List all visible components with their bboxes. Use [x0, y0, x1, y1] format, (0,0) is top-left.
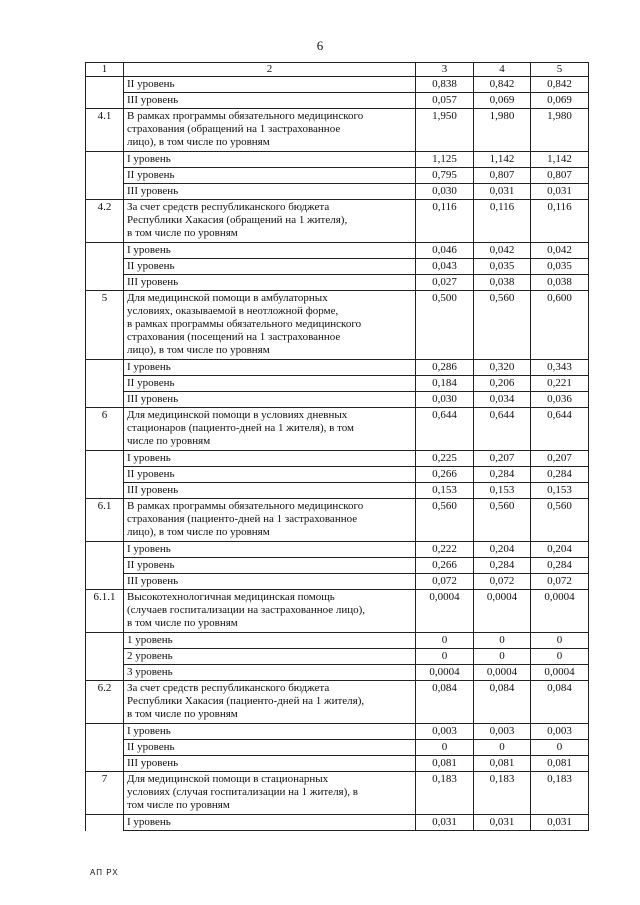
row-label: I уровень: [124, 243, 416, 259]
table-row: [86, 275, 589, 291]
table-row: [86, 724, 589, 740]
value-col-3: 0,003: [416, 724, 474, 740]
value-col-3: 0,0004: [416, 665, 474, 681]
value-col-3: 0,084: [416, 681, 474, 724]
row-number: [86, 152, 124, 168]
table-row: [86, 815, 589, 831]
value-col-5: 0,284: [531, 467, 589, 483]
value-col-4: 1,142: [474, 152, 531, 168]
value-col-4: 0,0004: [474, 590, 531, 633]
value-col-4: 0,284: [474, 558, 531, 574]
row-number: [86, 392, 124, 408]
table-row: [86, 109, 589, 152]
value-col-3: 0,031: [416, 815, 474, 831]
table-row: [86, 649, 589, 665]
value-col-5: 0: [531, 649, 589, 665]
value-col-4: 0,072: [474, 574, 531, 590]
value-col-3: 0,027: [416, 275, 474, 291]
row-number: [86, 574, 124, 590]
value-col-3: 0,838: [416, 77, 474, 93]
value-col-4: 0: [474, 649, 531, 665]
row-number: [86, 275, 124, 291]
table-row: [86, 392, 589, 408]
table-header-row: [86, 63, 589, 77]
row-label: I уровень: [124, 724, 416, 740]
value-col-3: 1,950: [416, 109, 474, 152]
row-label: Для медицинской помощи в амбулаторных условиях, оказываемой в неотложной форме, в рамках программы обязательного медицинского страхования (посещений на 1 застрахованное лицо), в том числе по уровням: [124, 291, 416, 360]
table-row: [86, 483, 589, 499]
row-label: В рамках программы обязательного медицинского страхования (пациенто-дней на 1 застрахованное лицо), в том числе по уровням: [124, 499, 416, 542]
value-col-4: 0,207: [474, 451, 531, 467]
value-col-4: 0,003: [474, 724, 531, 740]
value-col-5: 0: [531, 740, 589, 756]
row-label: За счет средств республиканского бюджета Республики Хакасия (обращений на 1 жителя), в том числе по уровням: [124, 200, 416, 243]
value-col-3: 0,043: [416, 259, 474, 275]
value-col-3: 0,184: [416, 376, 474, 392]
table-row: [86, 681, 589, 724]
value-col-5: 0,600: [531, 291, 589, 360]
value-col-3: 0,046: [416, 243, 474, 259]
table-row: [86, 590, 589, 633]
value-col-3: 0,072: [416, 574, 474, 590]
table-row: [86, 376, 589, 392]
table-body: [86, 63, 589, 831]
row-label: Для медицинской помощи в стационарных условиях (случая госпитализации на 1 жителя), в том числе по уровням: [124, 772, 416, 815]
row-label: I уровень: [124, 815, 416, 831]
value-col-5: 0,003: [531, 724, 589, 740]
header-cell: 2: [124, 63, 416, 77]
table-row: [86, 243, 589, 259]
table-row: [86, 756, 589, 772]
table-row: [86, 558, 589, 574]
row-number: [86, 740, 124, 756]
row-number: [86, 665, 124, 681]
row-number: [86, 467, 124, 483]
value-col-3: 1,125: [416, 152, 474, 168]
value-col-3: 0,266: [416, 467, 474, 483]
row-number: [86, 259, 124, 275]
value-col-4: 0,034: [474, 392, 531, 408]
value-col-3: 0,057: [416, 93, 474, 109]
value-col-4: 0,081: [474, 756, 531, 772]
row-number: 6: [86, 408, 124, 451]
value-col-5: 0: [531, 633, 589, 649]
table-row: [86, 93, 589, 109]
row-number: [86, 483, 124, 499]
value-col-4: 0,031: [474, 815, 531, 831]
row-number: [86, 451, 124, 467]
value-col-5: 0,069: [531, 93, 589, 109]
row-number: [86, 77, 124, 93]
indicators-table: [85, 62, 589, 831]
row-label: II уровень: [124, 259, 416, 275]
value-col-3: 0,286: [416, 360, 474, 376]
table-row: [86, 740, 589, 756]
value-col-3: 0,644: [416, 408, 474, 451]
row-number: [86, 633, 124, 649]
value-col-3: 0,0004: [416, 590, 474, 633]
row-number: 6.1: [86, 499, 124, 542]
table-row: [86, 665, 589, 681]
value-col-3: 0,153: [416, 483, 474, 499]
table-row: [86, 259, 589, 275]
value-col-5: 0,644: [531, 408, 589, 451]
value-col-5: 0,204: [531, 542, 589, 558]
value-col-3: 0,183: [416, 772, 474, 815]
header-cell: 3: [416, 63, 474, 77]
value-col-4: 0,204: [474, 542, 531, 558]
value-col-4: 0,116: [474, 200, 531, 243]
value-col-5: 0,284: [531, 558, 589, 574]
row-number: 6.1.1: [86, 590, 124, 633]
value-col-3: 0,225: [416, 451, 474, 467]
value-col-5: 0,0004: [531, 665, 589, 681]
value-col-5: 0,035: [531, 259, 589, 275]
header-cell: 1: [86, 63, 124, 77]
value-col-5: 0,842: [531, 77, 589, 93]
header-cell: 4: [474, 63, 531, 77]
value-col-4: 0,035: [474, 259, 531, 275]
value-col-5: 0,207: [531, 451, 589, 467]
table-row: [86, 291, 589, 360]
value-col-4: 0,284: [474, 467, 531, 483]
row-label: III уровень: [124, 184, 416, 200]
table-row: [86, 467, 589, 483]
value-col-3: 0: [416, 649, 474, 665]
value-col-4: 0,031: [474, 184, 531, 200]
value-col-3: 0,030: [416, 392, 474, 408]
value-col-4: 0,038: [474, 275, 531, 291]
row-number: [86, 93, 124, 109]
row-number: [86, 376, 124, 392]
row-label: II уровень: [124, 467, 416, 483]
row-label: Для медицинской помощи в условиях дневных стационаров (пациенто-дней на 1 жителя), в том числе по уровням: [124, 408, 416, 451]
table-row: [86, 451, 589, 467]
row-number: 6.2: [86, 681, 124, 724]
row-label: I уровень: [124, 451, 416, 467]
value-col-5: 0,116: [531, 200, 589, 243]
row-number: [86, 558, 124, 574]
value-col-5: 0,036: [531, 392, 589, 408]
table-row: [86, 152, 589, 168]
value-col-5: 0,084: [531, 681, 589, 724]
row-label: I уровень: [124, 360, 416, 376]
row-number: [86, 184, 124, 200]
value-col-3: 0,116: [416, 200, 474, 243]
row-number: [86, 360, 124, 376]
table-row: [86, 360, 589, 376]
value-col-5: 1,142: [531, 152, 589, 168]
row-label: II уровень: [124, 77, 416, 93]
table-row: [86, 499, 589, 542]
value-col-4: 0,807: [474, 168, 531, 184]
row-number: 5: [86, 291, 124, 360]
row-label: В рамках программы обязательного медицинского страхования (обращений на 1 застрахованное лицо), в том числе по уровням: [124, 109, 416, 152]
row-label: II уровень: [124, 740, 416, 756]
value-col-5: 0,038: [531, 275, 589, 291]
value-col-3: 0,500: [416, 291, 474, 360]
row-number: 4.2: [86, 200, 124, 243]
value-col-4: 0,0004: [474, 665, 531, 681]
row-label: III уровень: [124, 93, 416, 109]
value-col-4: 0,320: [474, 360, 531, 376]
table-row: [86, 77, 589, 93]
value-col-5: 0,072: [531, 574, 589, 590]
table-row: [86, 408, 589, 451]
value-col-3: 0,560: [416, 499, 474, 542]
row-number: [86, 243, 124, 259]
row-label: III уровень: [124, 392, 416, 408]
row-label: 1 уровень: [124, 633, 416, 649]
row-label: Высокотехнологичная медицинская помощь (случаев госпитализации на застрахованное лицо), в том числе по уровням: [124, 590, 416, 633]
value-col-5: 0,560: [531, 499, 589, 542]
row-label: III уровень: [124, 483, 416, 499]
value-col-4: 0: [474, 740, 531, 756]
row-label: II уровень: [124, 168, 416, 184]
value-col-4: 0,042: [474, 243, 531, 259]
row-label: II уровень: [124, 558, 416, 574]
table-row: [86, 168, 589, 184]
row-number: [86, 756, 124, 772]
row-label: III уровень: [124, 275, 416, 291]
value-col-3: 0,222: [416, 542, 474, 558]
row-label: I уровень: [124, 542, 416, 558]
row-number: 4.1: [86, 109, 124, 152]
value-col-5: 0,0004: [531, 590, 589, 633]
value-col-5: 0,221: [531, 376, 589, 392]
value-col-3: 0,795: [416, 168, 474, 184]
value-col-5: 0,081: [531, 756, 589, 772]
row-label: III уровень: [124, 756, 416, 772]
value-col-3: 0,030: [416, 184, 474, 200]
value-col-4: 0,153: [474, 483, 531, 499]
row-number: [86, 815, 124, 831]
row-number: [86, 542, 124, 558]
table-row: [86, 574, 589, 590]
value-col-4: 0,644: [474, 408, 531, 451]
value-col-3: 0,266: [416, 558, 474, 574]
value-col-4: 0,183: [474, 772, 531, 815]
value-col-3: 0: [416, 740, 474, 756]
value-col-4: 0,560: [474, 499, 531, 542]
value-col-4: 0,206: [474, 376, 531, 392]
table-row: [86, 542, 589, 558]
value-col-5: 0,153: [531, 483, 589, 499]
table-row: [86, 184, 589, 200]
row-label: 3 уровень: [124, 665, 416, 681]
row-number: [86, 168, 124, 184]
value-col-5: 1,980: [531, 109, 589, 152]
value-col-4: 0,842: [474, 77, 531, 93]
footer-mark: АП РХ: [90, 868, 119, 877]
table-row: [86, 633, 589, 649]
header-cell: 5: [531, 63, 589, 77]
table-row: [86, 772, 589, 815]
value-col-4: 0: [474, 633, 531, 649]
value-col-5: 0,031: [531, 184, 589, 200]
row-number: [86, 649, 124, 665]
row-label: III уровень: [124, 574, 416, 590]
value-col-4: 0,069: [474, 93, 531, 109]
table-row: [86, 200, 589, 243]
value-col-4: 0,084: [474, 681, 531, 724]
value-col-3: 0: [416, 633, 474, 649]
value-col-5: 0,807: [531, 168, 589, 184]
row-label: За счет средств республиканского бюджета Республики Хакасия (пациенто-дней на 1 жителя), в том числе по уровням: [124, 681, 416, 724]
row-label: II уровень: [124, 376, 416, 392]
value-col-3: 0,081: [416, 756, 474, 772]
value-col-5: 0,183: [531, 772, 589, 815]
value-col-4: 0,560: [474, 291, 531, 360]
row-number: 7: [86, 772, 124, 815]
value-col-5: 0,031: [531, 815, 589, 831]
row-label: I уровень: [124, 152, 416, 168]
value-col-4: 1,980: [474, 109, 531, 152]
row-label: 2 уровень: [124, 649, 416, 665]
value-col-5: 0,042: [531, 243, 589, 259]
page-number: 6: [316, 38, 324, 53]
value-col-5: 0,343: [531, 360, 589, 376]
row-number: [86, 724, 124, 740]
